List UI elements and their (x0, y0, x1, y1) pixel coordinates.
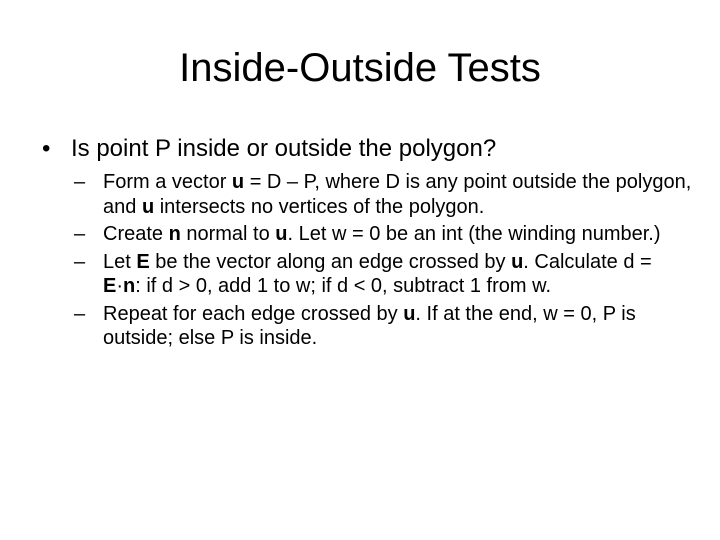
text-run: Create (103, 223, 169, 245)
text-run: . Calculate d = (523, 250, 652, 273)
text-run: = D – P, where D is any point outside the polygon, and (103, 171, 692, 218)
sub-bullet-marker: – (74, 223, 86, 245)
main-bullet-text: Is point P inside or outside the polygon? (71, 135, 497, 162)
text-run: · (116, 275, 124, 297)
text-run: . Let w = 0 be an int (the winding number.) (287, 223, 661, 245)
sub-bullet (74, 170, 692, 219)
sub-bullet-marker: – (74, 250, 86, 273)
sub-bullet-text (103, 171, 691, 218)
sub-bullet-list (74, 170, 692, 351)
text-run: : if d > 0, add 1 to w; if d < 0, subtract 1 from w. (135, 275, 551, 297)
text-run: Form a vector (103, 171, 232, 193)
sub-bullet-text (103, 251, 652, 298)
sub-bullet (74, 222, 692, 247)
main-bullet (42, 133, 692, 165)
bold-term: E (136, 250, 150, 273)
text-run: . If at the end, w = 0, P is outside; else P is inside. (103, 302, 636, 349)
text-run: be the vector along an edge crossed by (149, 250, 512, 273)
sub-bullet-text (103, 223, 661, 245)
bold-term: u (511, 250, 524, 273)
bullet-marker: • (42, 135, 51, 162)
text-run: Let (103, 250, 137, 273)
text-run: Repeat for each edge crossed by (103, 302, 404, 325)
bold-term: u (403, 302, 416, 325)
sub-bullet-marker: – (74, 302, 86, 325)
slide-body (42, 133, 692, 354)
bold-term: u (231, 171, 245, 193)
bold-term: u (275, 223, 288, 245)
bold-term: n (168, 223, 181, 245)
bold-term: E (103, 275, 117, 297)
bold-term: u (141, 195, 155, 218)
text-run: intersects no vertices of the polygon. (154, 195, 485, 218)
sub-bullet-text (103, 303, 636, 350)
sub-bullet-marker: – (74, 171, 86, 193)
bold-term: n (123, 275, 136, 297)
text-run: normal to (180, 223, 276, 245)
sub-bullet (74, 250, 692, 299)
sub-bullet (74, 302, 692, 351)
slide-title: Inside-Outside Tests (179, 46, 541, 90)
